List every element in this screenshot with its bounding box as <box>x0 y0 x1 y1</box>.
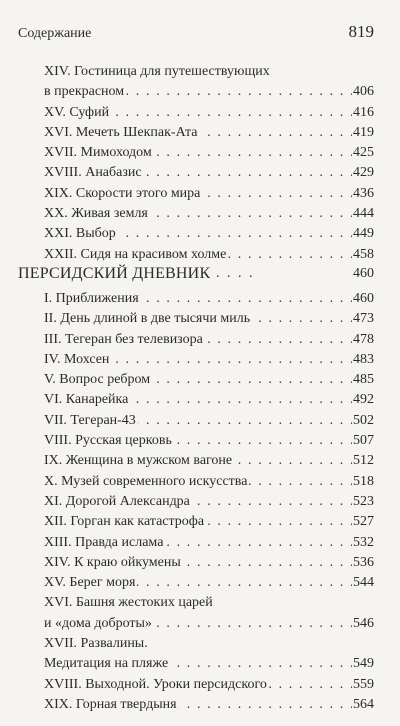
toc-entry <box>44 163 374 183</box>
toc-entry <box>44 614 374 634</box>
toc-entry-title: XVI. Мечеть Шекпак-Ата <box>44 123 200 143</box>
toc-entry-title: XXI. Выбор <box>44 224 118 244</box>
toc-entry <box>44 553 374 573</box>
part-page: 460 <box>349 262 374 286</box>
toc-entry-page: 518 <box>352 472 374 492</box>
toc-entry <box>44 224 374 244</box>
toc-entry <box>44 675 374 695</box>
toc-entry-title: IX. Женщина в мужском вагоне <box>44 451 234 471</box>
toc-entry-page: 532 <box>352 533 374 553</box>
toc-entry <box>44 390 374 410</box>
toc-entry-title: I. Приближения <box>44 289 141 309</box>
toc-entry-title: V. Вопрос ребром <box>44 370 152 390</box>
toc-entry-title: Медитация на пляже <box>44 654 170 674</box>
toc-entry <box>44 143 374 163</box>
toc-entry-title: XVIII. Выходной. Уроки персидского <box>44 675 269 695</box>
toc-entry-page: 523 <box>352 492 374 512</box>
toc-entry <box>44 62 374 82</box>
toc-entry <box>44 593 374 613</box>
toc-entry-title: XVIII. Анабазис <box>44 163 144 183</box>
toc-entry <box>44 411 374 431</box>
toc-entry-title: III. Тегеран без телевизора <box>44 330 205 350</box>
toc-entry-title: в прекрасном <box>44 82 126 102</box>
toc-entry-title: VII. Тегеран-43 <box>44 411 138 431</box>
toc-entry-page: 527 <box>352 512 374 532</box>
toc-entry-title: XX. Живая земля <box>44 204 150 224</box>
toc-entry-page: 536 <box>352 553 374 573</box>
toc-entry <box>44 123 374 143</box>
toc-entry-page: 419 <box>352 123 374 143</box>
toc-entry <box>44 330 374 350</box>
toc-entry-page: 492 <box>352 390 374 410</box>
toc-entry <box>44 695 374 715</box>
toc-entry-title: XXII. Сидя на красивом холме <box>44 245 228 265</box>
toc-entry-page: 406 <box>352 82 374 102</box>
toc-entry-page: 449 <box>352 224 374 244</box>
toc-entry <box>44 573 374 593</box>
page-number: 819 <box>348 22 374 41</box>
toc-entry-page: 559 <box>352 675 374 695</box>
part-heading <box>18 262 374 286</box>
toc-entry-title: IV. Мохсен <box>44 350 111 370</box>
part-title: ПЕРСИДСКИЙ ДНЕВНИК <box>18 265 213 282</box>
toc-entry-title: XIV. Гостиница для путешествующих <box>44 62 272 82</box>
toc-entry-page: 502 <box>352 411 374 431</box>
toc-entry <box>44 654 374 674</box>
toc-entry-page: 436 <box>352 184 374 204</box>
toc-entry-page: 507 <box>352 431 374 451</box>
toc-entry <box>44 350 374 370</box>
toc-entry <box>44 289 374 309</box>
toc-entry-page: 429 <box>352 163 374 183</box>
toc-entry-title: XIX. Скорости этого мира <box>44 184 202 204</box>
toc-entry-page: 549 <box>352 654 374 674</box>
toc-entry <box>44 533 374 553</box>
toc-entry <box>44 204 374 224</box>
toc-entry <box>44 309 374 329</box>
toc-entry-title: и «дома доброты» <box>44 614 154 634</box>
toc-entry-title: XIV. К краю ойкумены <box>44 553 183 573</box>
toc-entry-page: 478 <box>352 330 374 350</box>
toc-entry-page: 485 <box>352 370 374 390</box>
toc-entry-page: 544 <box>352 573 374 593</box>
toc-entry <box>44 512 374 532</box>
toc-entry-title: XIX. Горная твердыня <box>44 695 179 715</box>
toc-entry-title: VI. Канарейка <box>44 390 130 410</box>
toc-entry-page: 473 <box>352 309 374 329</box>
toc-entry-title: VIII. Русская церковь <box>44 431 174 451</box>
toc-entry-page: 444 <box>352 204 374 224</box>
toc-list <box>44 289 374 715</box>
toc-entry <box>44 472 374 492</box>
toc-entry-title: X. Музей современного искусства <box>44 472 249 492</box>
toc-entry-page: 483 <box>352 350 374 370</box>
toc-entry <box>44 184 374 204</box>
toc-entry-page: 460 <box>352 289 374 309</box>
toc-entry-title: XIII. Правда ислама <box>44 533 165 553</box>
section-title: Содержание <box>18 26 92 41</box>
toc-entry-title: XII. Горган как катастрофа <box>44 512 206 532</box>
toc-entry <box>44 634 374 654</box>
toc-entry <box>44 431 374 451</box>
toc-entry <box>44 451 374 471</box>
toc-entry-page: 458 <box>352 245 374 265</box>
toc-entry-title: XVII. Мимоходом <box>44 143 154 163</box>
toc-entry <box>44 103 374 123</box>
toc-entry-title: XI. Дорогой Александра <box>44 492 192 512</box>
toc-entry-title: II. День длиной в две тысячи миль <box>44 309 252 329</box>
toc-entry-title: XV. Берег моря <box>44 573 137 593</box>
toc-entry-page: 546 <box>352 614 374 634</box>
toc-entry <box>44 82 374 102</box>
toc-entry-page: 564 <box>352 695 374 715</box>
toc-list <box>44 62 374 265</box>
toc-entry-title: XVI. Башня жестоких царей <box>44 593 215 613</box>
toc-entry <box>44 370 374 390</box>
toc-entry-page: 512 <box>352 451 374 471</box>
toc-entry-title: XV. Суфий <box>44 103 111 123</box>
running-header <box>18 22 374 42</box>
toc-entry-title: XVII. Развалины. <box>44 634 150 654</box>
toc-entry-page: 425 <box>352 143 374 163</box>
toc-entry-page: 416 <box>352 103 374 123</box>
toc-entry <box>44 492 374 512</box>
